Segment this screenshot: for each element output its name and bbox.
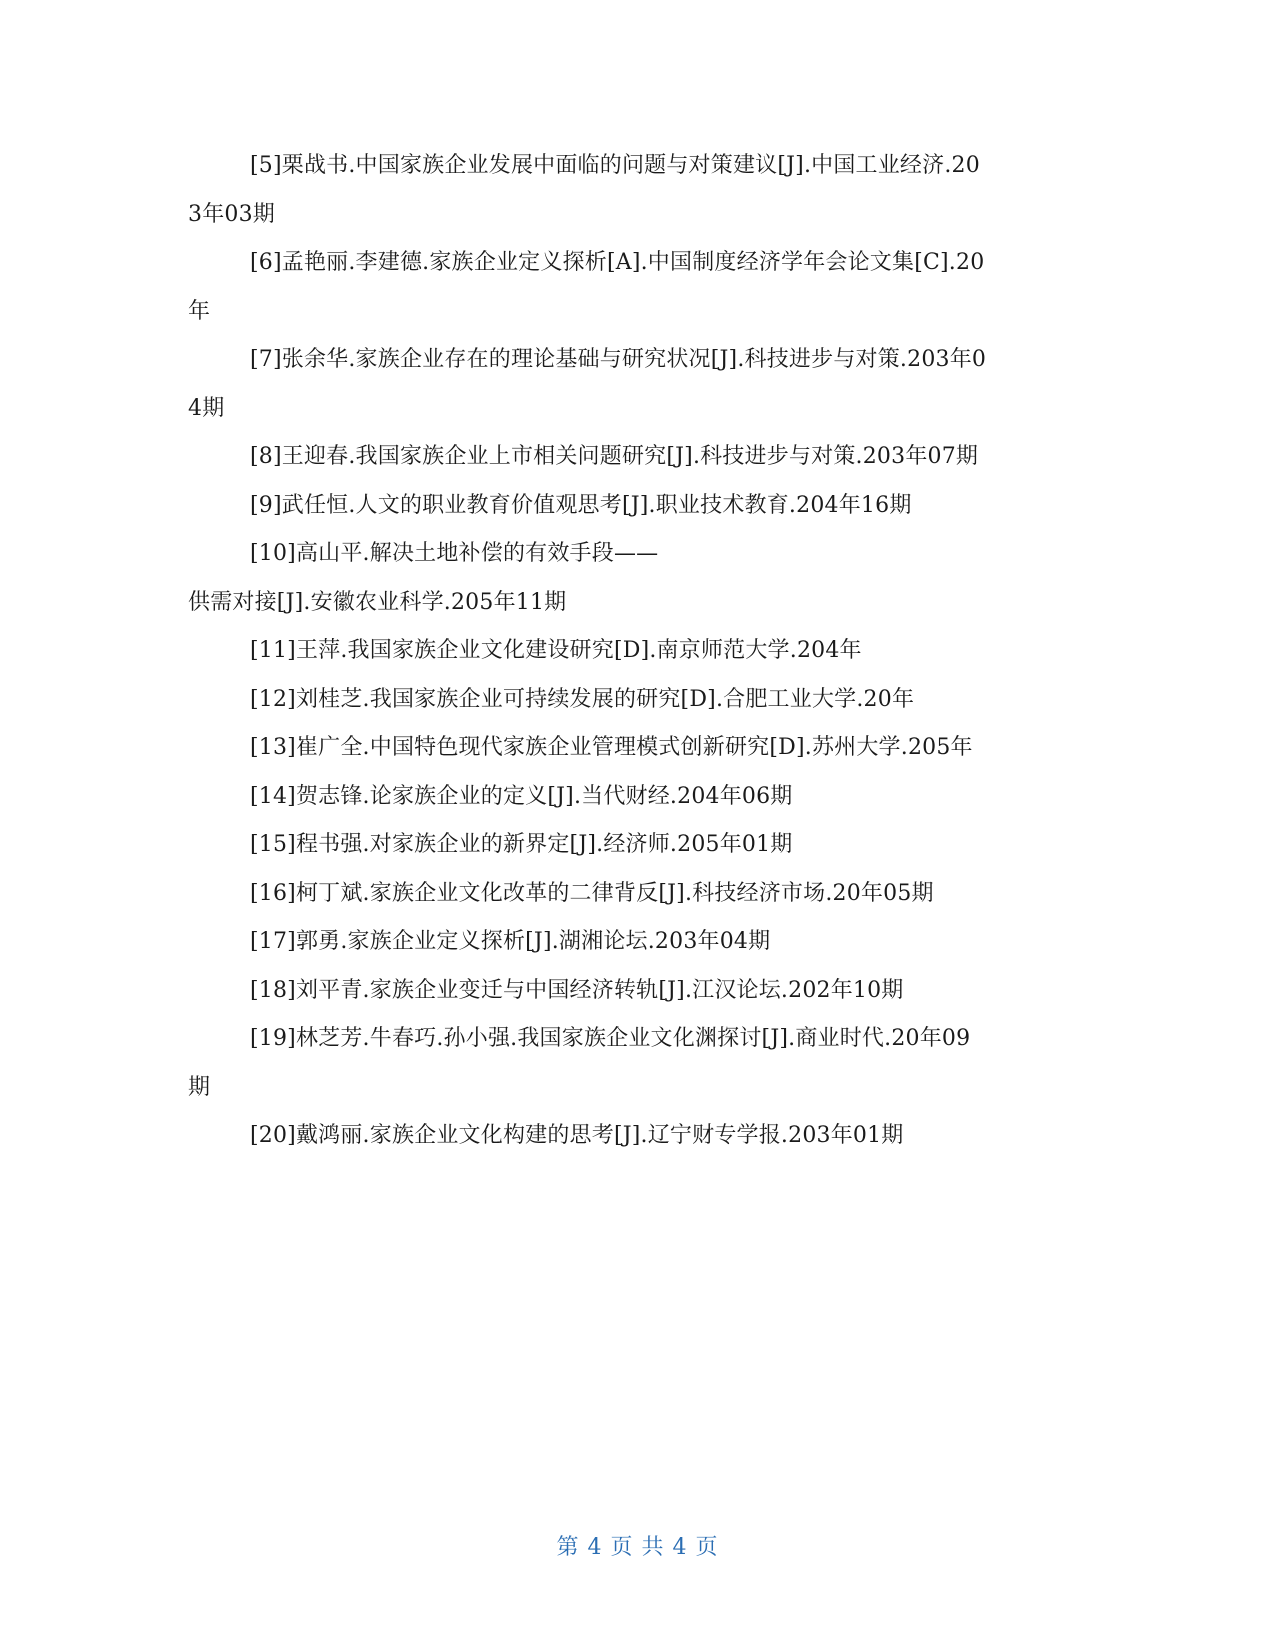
reference-item xyxy=(188,918,1083,967)
reference-text: [15]程书强.对家族企业的新界定[J].经济师.205年01期 xyxy=(250,832,793,857)
reference-text: [16]柯丁斌.家族企业文化改革的二律背反[J].科技经济市场.20年05期 xyxy=(250,880,934,906)
reference-item xyxy=(188,433,1083,482)
reference-text: [18]刘平青.家族企业变迁与中国经济转轨[J].江汉论坛.202年10期 xyxy=(250,977,904,1003)
page-footer xyxy=(0,1530,1275,1561)
reference-continuation: 期 xyxy=(188,1074,211,1100)
reference-text: [12]刘桂芝.我国家族企业可持续发展的研究[D].合肥工业大学.20年 xyxy=(250,686,915,712)
total-pages-number: 4 xyxy=(672,1535,688,1560)
reference-text: [17]郭勇.家族企业定义探析[J].湖湘论坛.203年04期 xyxy=(250,929,771,954)
reference-item xyxy=(188,870,1083,919)
reference-item xyxy=(188,482,1083,531)
reference-text: [5]栗战书.中国家族企业发展中面临的问题与对策建议[J].中国工业经济.20 xyxy=(250,153,980,178)
reference-item xyxy=(188,821,1083,870)
footer-word-gong: 共 xyxy=(641,1535,665,1560)
reference-item xyxy=(188,239,1083,336)
footer-word-di: 第 xyxy=(556,1535,580,1560)
reference-item xyxy=(188,142,1083,239)
reference-text: [11]王萍.我国家族企业文化建设研究[D].南京师范大学.204年 xyxy=(250,638,862,663)
reference-text: [8]王迎春.我国家族企业上市相关问题研究[J].科技进步与对策.203年07期 xyxy=(250,444,979,469)
footer-word-ye: 页 xyxy=(610,1535,634,1560)
footer-word-ye-end: 页 xyxy=(695,1535,719,1560)
reference-text: [9]武任恒.人文的职业教育价值观思考[J].职业技术教育.204年16期 xyxy=(250,492,912,518)
reference-text: [10]高山平.解决土地补偿的有效手段—— xyxy=(250,541,659,566)
reference-text: [19]林芝芳.牛春巧.孙小强.我国家族企业文化渊探讨[J].商业时代.20年09 xyxy=(250,1026,971,1051)
reference-item xyxy=(188,1015,1083,1112)
reference-item xyxy=(188,336,1083,433)
reference-text: [14]贺志锋.论家族企业的定义[J].当代财经.204年06期 xyxy=(250,783,793,809)
reference-text: [6]孟艳丽.李建德.家族企业定义探析[A].中国制度经济学年会论文集[C].20 xyxy=(250,250,985,275)
reference-continuation: 供需对接[J].安徽农业科学.205年11期 xyxy=(188,589,567,615)
reference-list xyxy=(188,142,1083,1161)
reference-item xyxy=(188,967,1083,1016)
reference-item xyxy=(188,627,1083,676)
reference-text: [13]崔广全.中国特色现代家族企业管理模式创新研究[D].苏州大学.205年 xyxy=(250,735,973,760)
reference-item xyxy=(188,676,1083,725)
reference-continuation: 年 xyxy=(188,298,211,324)
reference-continuation: 3年03期 xyxy=(188,201,275,227)
reference-item xyxy=(188,724,1083,773)
current-page-number: 4 xyxy=(587,1535,603,1560)
reference-text: [7]张余华.家族企业存在的理论基础与研究状况[J].科技进步与对策.203年0 xyxy=(250,347,987,372)
reference-continuation: 4期 xyxy=(188,395,225,421)
reference-item xyxy=(188,773,1083,822)
reference-item xyxy=(188,1112,1083,1161)
reference-item xyxy=(188,530,1083,627)
reference-text: [20]戴鸿丽.家族企业文化构建的思考[J].辽宁财专学报.203年01期 xyxy=(250,1123,904,1148)
